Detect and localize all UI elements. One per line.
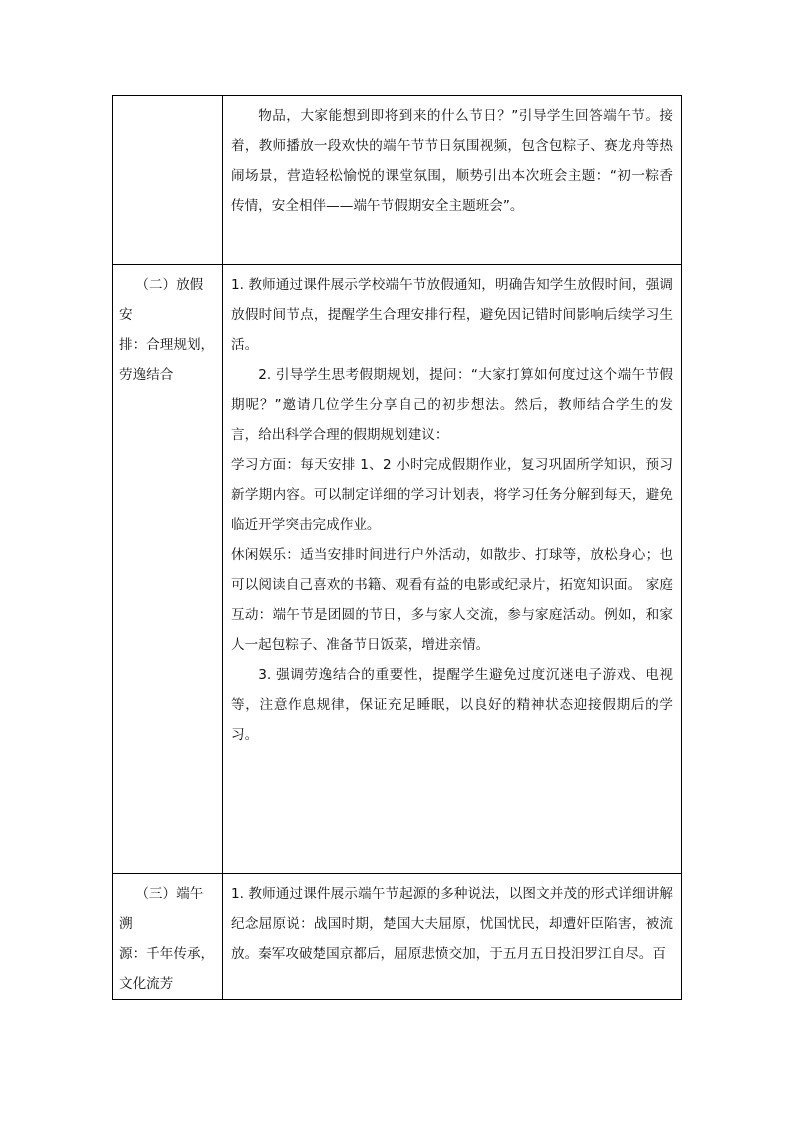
stage-title-line: （二）放假安	[119, 277, 204, 323]
stage-title-line: （三）端午溯	[119, 886, 204, 932]
table-row	[113, 96, 682, 265]
lesson-plan-table	[112, 95, 682, 1000]
stage-title-line: 源：千年传承，	[119, 946, 215, 962]
content-cell	[223, 874, 682, 1000]
stage-title-line: 文化流芳	[119, 976, 174, 992]
stage-cell	[113, 874, 223, 1000]
content-cell	[223, 96, 682, 265]
table-row	[113, 874, 682, 1000]
paragraph: 1. 教师通过课件展示端午节起源的多种说法，以图文并茂的形式详细讲解纪念屈原说：战国时期，楚国大夫屈原，忧国忧民，却遭奸臣陷害，被流放。秦军攻破楚国京都后，屈原悲愤交加，于五月五日投汨罗江自尽。百	[231, 886, 673, 962]
table-row	[113, 265, 682, 874]
stage-cell	[113, 265, 223, 874]
paragraph: 学习方面：每天安排 1、2 小时完成假期作业，复习巩固所学知识，预习新学期内容。可以制定详细的学习计划表，将学习任务分解到每天，避免临近开学突击完成作业。	[231, 457, 673, 533]
paragraph: 2. 引导学生思考假期规划，提问：“大家打算如何度过这个端午节假期呢？”邀请几位学生分享自己的初步想法。然后，教师结合学生的发言，给出科学合理的假期规划建议：	[231, 367, 673, 443]
paragraph: 物品，大家能想到即将到来的什么节日？”引导学生回答端午节。接着，教师播放一段欢快的端午节节日氛围视频，包含包粽子、赛龙舟等热闹场景，营造轻松愉悦的课堂氛围，顺势引出本次班会主题：“初一粽香传情，安全相伴——端午节假期安全主题班会”。	[231, 108, 673, 214]
stage-cell	[113, 96, 223, 265]
stage-title-line: 排：合理规划，	[119, 337, 215, 353]
paragraph: 3. 强调劳逸结合的重要性，提醒学生避免过度沉迷电子游戏、电视等，注意作息规律，保证充足睡眠，以良好的精神状态迎接假期后的学习。	[231, 667, 673, 743]
content-cell	[223, 265, 682, 874]
paragraph: 休闲娱乐：适当安排时间进行户外活动，如散步、打球等，放松身心；也可以阅读自己喜欢的书籍、观看有益的电影或纪录片，拓宽知识面。 家庭互动：端午节是团圆的节日，多与家人交流，参与家庭活动。例如，和家人一起包粽子、准备节日饭菜，增进亲情。	[231, 547, 673, 653]
stage-title-line: 劳逸结合	[119, 367, 174, 383]
paragraph: 1. 教师通过课件展示学校端午节放假通知，明确告知学生放假时间，强调放假时间节点，提醒学生合理安排行程，避免因记错时间影响后续学习生活。	[231, 277, 673, 353]
